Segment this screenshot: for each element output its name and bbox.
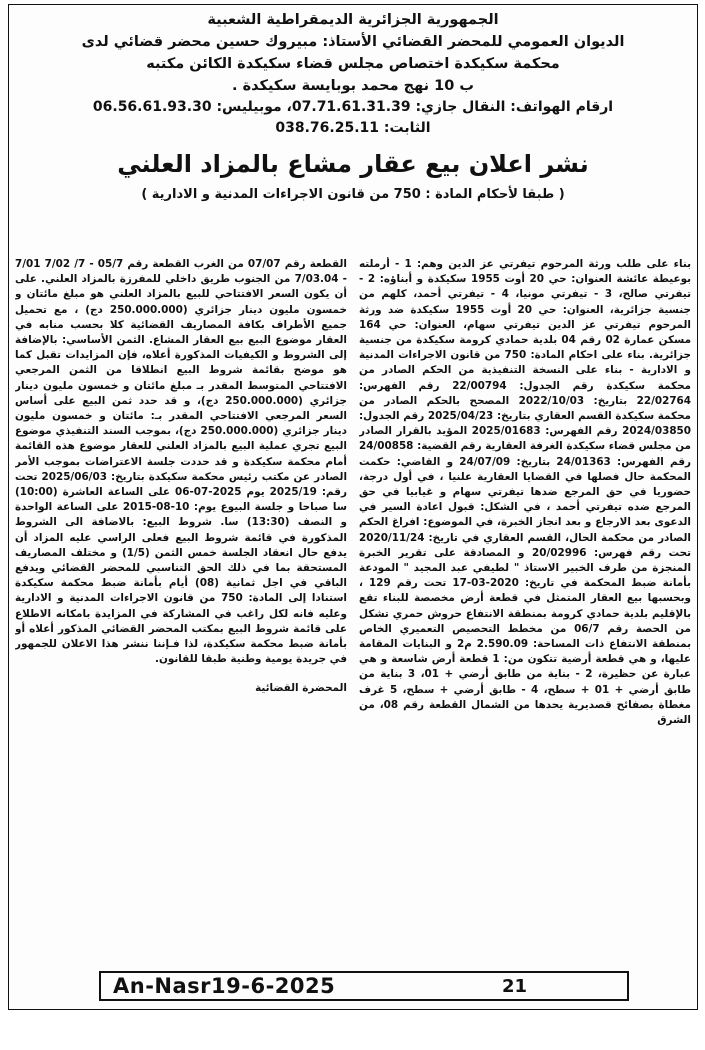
header-line-address: ب 10 نهج محمد بوبايسة سكيكدة . bbox=[232, 78, 474, 94]
notice-subtitle: ( طبقا لأحكام المادة : 750 من قانون الاجراءات المدنية و الادارية ) bbox=[141, 187, 565, 202]
signature: المحضرة القضائية bbox=[255, 682, 347, 695]
document-page bbox=[8, 4, 698, 1010]
header-line-phones: ارقام الهواتف: النقال جازي: 07.71.61.31.39، موبيليس: 06.56.61.93.30 bbox=[92, 99, 614, 115]
page-number: 21 bbox=[501, 975, 527, 997]
header-line-landline: الثابت: 038.76.25.11 bbox=[275, 120, 431, 136]
newspaper-footer bbox=[99, 971, 629, 1001]
notice-body bbox=[15, 257, 691, 962]
header-line-office: الديوان العمومي للمحضر القضائي الأستاذ: مبيروك حسين محضر قضائي لدى bbox=[81, 34, 625, 50]
body-text-left: القطعة رقم 07/07 من الغرب القطعة رقم 05/7 - 7/ 7/02 7/01 - 7/03.04 من الجنوب طريق داخلي للمفرزة بالمزاد العلني. على أن يكون السعر الافتتاحي للبيع بالمزاد العلني هو مبلغ مائتان و خمسون مليون دينار جزائري (250.000.000 دج) ، مع تحميل جميع الأطراف بكافة المصاريف القضائية كلا بحسب منابه في العقار موضوع البيع بيع العقار المشاع. الثمن الأساسي: بالإضافة إلى الشروط و الكيفيات المذكورة أعلاه، فإن المزايدات تقبل كما هو موضح بقائمة شروط البيع انطلاقا من الثمن المرجعي الافتتاحي المتوسط المقدر بـ مبلغ مائتان و خمسون مليون دينار جزائري (250.000.000 دج)، و قد حدد ثمن البيع على أساس السعر المرجعي الافتتاحي المقدر بـ: مائتان و خمسون مليون دينار جزائري (250.000.000 دج)، بموجب السند التنفيذي موضوع البيع تجري عملية البيع بالمزاد العلني للعقار موضوع هذه القائمة أمام محكمة سكيكدة و قد حددت جلسة الاعتراضات بموجب الأمر الصادر عن مكتب رئيس محكمة سكيكدة بتاريخ: 2025/06/03 تحت رقم: 2025/19 يوم 2025-07-06 على الساعة العاشرة (10:00) سا صباحا و جلسة البيوع يوم: 10-08-2015 على الساعة الواحدة و النصف (13:30) سا. شروط البيع: بالاضافة الى الشروط المذكورة في قائمة شروط البيع فعلى الراسي عليه المزاد أن يدفع حال انعقاد الجلسة خمس الثمن (1/5) و مختلف المصاريف المستحقة بما في ذلك الحق التناسبي للمحضر القضائي ويدفع الباقي في اجل ثمانية (08) أيام بأمانة ضبط محكمة سكيكدة استنادا إلى المادة: 750 من قانون الاجراءات المدنية و الادارية وعليه فانه لكل راغب في المشاركة في المزايدة بامكانه الاطلاع على قائمة شروط البيع بمكتب المحضر القضائي المذكور أعلاه أو بأمانة ضبط محكمة سكيكدة، لذا فـإننا ننشر هذا الاعلان للجمهور في جريدة يومية وطنية طبقا للقانون. bbox=[15, 258, 347, 666]
publication-date: An-Nasr19-6-2025 bbox=[113, 974, 336, 998]
notice-title: نشر اعلان بيع عقار مشاع بالمزاد العلني bbox=[117, 150, 589, 178]
header-line-court: محكمة سكيكدة اختصاص مجلس قضاء سكيكدة الكائن مكتبه bbox=[146, 56, 560, 72]
body-text-right: بناء على طلب ورثة المرحوم تيفرتي عز الدين وهم: 1 - أرملته بوعيطة عائشة العنوان: حي 20 أوت 1955 سكيكدة و أبناؤه: 2 - تيفرتي صالح، 3 - تيفرتي مونيا، 4 - تيفرتي أحمد، كلهم من جنسية جزائرية، العنوان: حي 20 أوت 1955 سكيكدة ضد ورثة المرحوم تيفرتي عز الدين تيفرتي سهام، العنوان: حي 164 مسكن عمارة 02 رقم 04 بلدية حمادي كرومة سكيكدة من جنسية جزائرية. بناء على احكام المادة: 750 من قانون الاجراءات المدنية و الادارية - بناء على النسخة التنفيذية من الحكم الصادر من محكمة سكيكدة رقم الجدول: 22/00794 رقم الفهرس: 22/02764 بتاريخ: 2022/10/03 المصحح بالحكم الصادر من محكمة سكيكدة القسم العقاري بتاريخ: 2025/04/23 رقم الجدول: 2024/03850 رقم الفهرس: 2025/01683 المؤيد بالقرار الصادر من مجلس قضاء سكيكدة الغرفة العقارية رقم القضية: 24/00858 رقم الفهرس: 24/01363 بتاريخ: 24/07/09 و القاضي: حكمت المحكمة حال فصلها في القضايا العقارية علنيا ، في أول درجة، حضوريا في حق المرجع ضدها تيفرتي سهام و غيابيا في حق المرجع ضده تيفرتي أحمد ، في الشكل: قبول اعادة السير في الدعوى بعد الارجاع و بعد انجاز الخبرة، في الموضوع: افراغ الحكم الصادر من محكمة الحال، القسم العقاري في تاريخ: 2020/11/24 تحت رقم فهرس: 20/02996 و المصادقة على تقرير الخبرة المنجزة من طرف الخبير الاستاذ " لطيفي عبد المجيد " المودعة بأمانة ضبط المحكمة في تاريخ: 2020-03-17 تحت رقم 129 ، وبحسبها بيع العقار المتمثل في قطعة أرض مخصصة للبناء تقع بالإقليم بلدية حمادي كرومة بمنطقة الانتفاع حروش حمري تشكل من الحصة رقم 06/7 من مخطط التحصيص التعميري الخاص بمنطقة الانتفاع ذات المساحة: 2.590.09 م2 و البنايات المقامة عليها، و هي قطعة أرضية تتكون من: 1 قطعة أرض شاسعة و هي عبارة عن حظيرة، 2 - بناية من طابق أرضي + 01، 3 بناية من طابق أرضي + 01 + سطح، 4 - طابق أرضي + سطح، 5 غرف مغطاة بصفائح قصديرية يحدها من الشمال القطعة رقم 08، من الشرق bbox=[359, 258, 691, 727]
column-right bbox=[359, 257, 691, 962]
bailiff-header bbox=[9, 5, 697, 139]
header-line-republic: الجمهورية الجزائرية الديمقراطية الشعبية bbox=[207, 12, 499, 28]
column-left bbox=[15, 257, 347, 962]
